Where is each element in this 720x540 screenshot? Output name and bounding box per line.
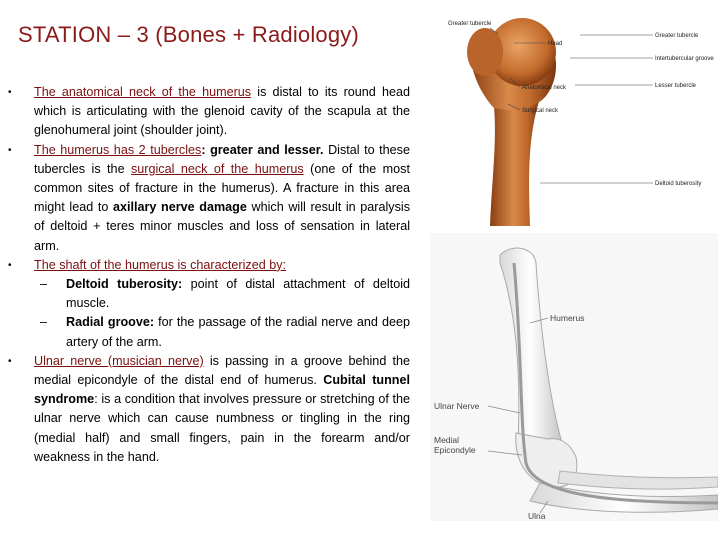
label-ulna: Ulna [528,511,546,521]
bullet-dot: • [8,259,12,271]
bullet-shaft [8,256,410,275]
term-cubital-tunnel: Cubital tunnel syndrome [34,373,410,407]
term-anatomical-neck: The anatomical neck of the humerus [34,85,252,99]
humerus-illustration [430,12,718,226]
term-ulnar-nerve: Ulnar nerve (musician nerve) [34,353,204,368]
label-medial: Medial [434,435,460,445]
sub-radial-groove: – Radial groove: for the passage of the radial nerve and deep artery of the arm. [34,313,410,351]
label-surgical-neck: Surgical neck [522,108,559,114]
bullet-dot: • [8,355,12,367]
term-axillary-nerve: axillary nerve damage [113,200,247,215]
label-anatomical-neck: Anatomical neck [522,85,567,91]
label-humerus: Humerus [550,313,585,323]
term-shaft: The shaft of the humerus is characterized by: [34,257,286,272]
elbow-illustration [430,233,718,521]
label-head: Head [548,41,563,47]
term-surgical-neck: surgical neck of the humerus [131,161,304,176]
label-greater-tubercle-top: Greater tubercle [448,21,492,27]
label-greater-tubercle-right: Greater tubercle [655,33,699,39]
bullet-ulnar-nerve: • Ulnar nerve (musician nerve) is passing in a groove behind the medial epicondyle of the distal end of humerus. Cubital tunnel syndrome: is a condition that involves pressure or stretching of the ulnar nerve which can cause numbness or tingling in the ring (medial half) and small fingers, pain in the forearm and/or weakness in the hand. [8,352,410,467]
label-lesser-tubercle: Lesser tubercle [655,83,697,89]
bullet-anatomical-neck: • The anatomical neck of the humerus is distal to its round head which is articulating with the glenoid cavity of the scapula at the glenohumeral joint (shoulder joint). [8,83,410,141]
greater-tubercle-shape [467,28,503,76]
label-deltoid-tuberosity: Deltoid tuberosity [655,181,702,187]
bullet-dot: • [8,144,12,156]
term-tubercles: The humerus has 2 tubercles [34,142,202,157]
bullet-tubercles: • The humerus has 2 tubercles: greater and lesser. Distal to these tubercles is the surgical neck of the humerus (one of the most common sites of fracture in the humerus). A fracture in this area might lead to axillary nerve damage which will result in paralysis of deltoid + teres minor muscles and loss of sensation in lateral arm. [8,141,410,256]
slide-title: STATION – 3 (Bones + Radiology) [18,22,360,47]
sub-dash: – [40,315,48,330]
sub-dash: – [40,277,48,292]
bullet-list [8,83,410,467]
label-ulnar-nerve: Ulnar Nerve [434,401,480,411]
label-intertubercular: Intertubercular groove [655,56,714,62]
sub-deltoid-tuberosity: – Deltoid tuberosity: point of distal attachment of deltoid muscle. [34,275,410,313]
bullet-dot: • [8,87,12,98]
label-epicondyle: Epicondyle [434,445,476,455]
